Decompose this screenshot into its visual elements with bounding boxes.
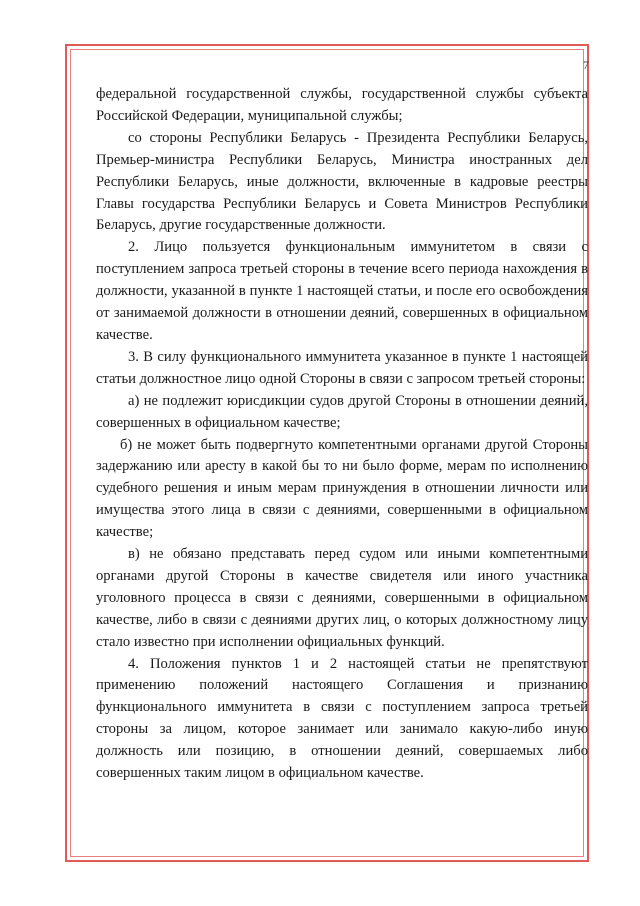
document-body [96, 84, 588, 785]
page-number: 7 [583, 58, 589, 72]
paragraph-clause-3: 3. В силу функционального иммунитета указанное в пункте 1 настоящей статьи должностное лицо одной Стороны в связи с запросом третьей стороны: [96, 348, 588, 387]
paragraph-clause-3v: в) не обязано представать перед судом или иными компетентными органами другой Стороны в качестве свидетеля или иного участника уголовного процесса в связи с деяниями, совершенными в официальном качестве, либо в связи с деяниями других лиц, о которых должностному лицу стало известно при исполнении официальных функций. [96, 546, 588, 650]
paragraph-clause-4: 4. Положения пунктов 1 и 2 настоящей статьи не препятствуют применению положений настоящего Соглашения и признанию функционального иммунитета в связи с поступлением запроса третьей стороны за лицом, которое занимает или занимало какую-либо иную должность или позицию, в отношении деяний, совершаемых либо совершенных таким лицом в официальном качестве. [96, 655, 588, 782]
paragraph-clause-2: 2. Лицо пользуется функциональным иммунитетом в связи с поступлением запроса третьей стороны в течение всего периода нахождения в должности, указанной в пункте 1 настоящей статьи, и после его освобождения от занимаемой должности в отношении деяний, совершенных в официальном качестве. [96, 239, 588, 343]
paragraph-belarus-officials: со стороны Республики Беларусь - Президента Республики Беларусь, Премьер-министра Республики Беларусь, Министра иностранных дел Республики Беларусь, иные должности, включенные в кадровые реестры Главы государства Республики Беларусь и Совета Министров Республики Беларусь, другие государственные должности. [96, 129, 588, 234]
paragraph-continuation: федеральной государственной службы, государственной службы субъекта Российской Федерации, муниципальной службы; [96, 86, 588, 124]
paragraph-clause-3a: а) не подлежит юрисдикции судов другой Стороны в отношении деяний, совершенных в официальном качестве; [96, 392, 588, 431]
paragraph-clause-3b: б) не может быть подвергнуто компетентными органами другой Стороны задержанию или аресту в какой бы то ни было форме, мерам по исполнению судебного решения и иным мерам принуждения в отношении личности или имущества этого лица в связи с деяниями, совершенными в официальном качестве; [96, 436, 588, 541]
